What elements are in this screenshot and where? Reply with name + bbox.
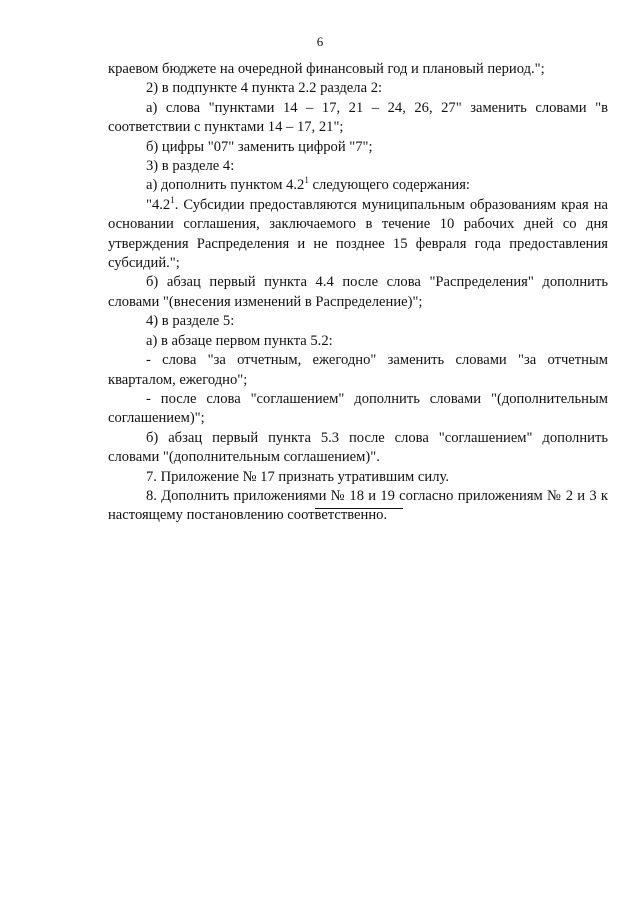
paragraph-item-4a-dash-2: - после слова "соглашением" дополнить словами "(дополнительным соглашением)"; — [108, 390, 608, 427]
paragraph-item-4a-dash-1: - слова "за отчетным, ежегодно" заменить словами "за отчетным кварталом, ежегодно"; — [108, 352, 608, 388]
paragraph-item-4a: а) в абзаце первом пункта 5.2: — [146, 332, 333, 349]
paragraph-item-3: 3) в разделе 4: — [146, 158, 235, 175]
text-segment: . Субсидии предоставляются муниципальным образованиям края на основании соглашения, заключаемого в течение 10 рабочих дней со дня утверждения Распределения и не позднее 15 февраля года предоставления субсидий."; — [108, 196, 608, 272]
paragraph-continuation: краевом бюджете на очередной финансовый год и плановый период."; — [108, 61, 545, 77]
text-segment: следующего содержания: — [308, 177, 470, 194]
paragraph-item-4-2-1 — [108, 196, 608, 274]
superscript: 1 — [170, 194, 175, 205]
document-body — [108, 60, 608, 526]
paragraph-item-3b: б) абзац первый пункта 4.4 после слова "Распределения" дополнить словами "(внесения изменений в Распределение)"; — [108, 274, 608, 310]
paragraph-item-7: 7. Приложение № 17 признать утратившим силу. — [146, 468, 449, 485]
page-number: 6 — [316, 34, 324, 49]
paragraph-item-2a: а) слова "пунктами 14 – 17, 21 – 24, 26, 27" заменить словами "в соответствии с пунктами 14 – 17, 21"; — [108, 99, 608, 136]
paragraph-item-2: 2) в подпункте 4 пункта 2.2 раздела 2: — [146, 80, 383, 97]
paragraph-item-4: 4) в разделе 5: — [146, 313, 235, 330]
paragraph-item-4b: б) абзац первый пункта 5.3 после слова "соглашением" дополнить словами "(дополнительным соглашением)". — [108, 429, 608, 466]
end-of-document-rule — [315, 508, 403, 509]
superscript: 1 — [304, 175, 309, 186]
paragraph-item-3a — [108, 176, 608, 195]
paragraph-item-8: 8. Дополнить приложениями № 18 и 19 согласно приложениям № 2 и 3 к настоящему постановлению соответственно. — [108, 487, 608, 524]
paragraph-item-2b: б) цифры "07" заменить цифрой "7"; — [146, 138, 373, 155]
text-segment: "4.2 — [146, 196, 171, 213]
text-segment: а) дополнить пунктом 4.2 — [146, 177, 305, 194]
